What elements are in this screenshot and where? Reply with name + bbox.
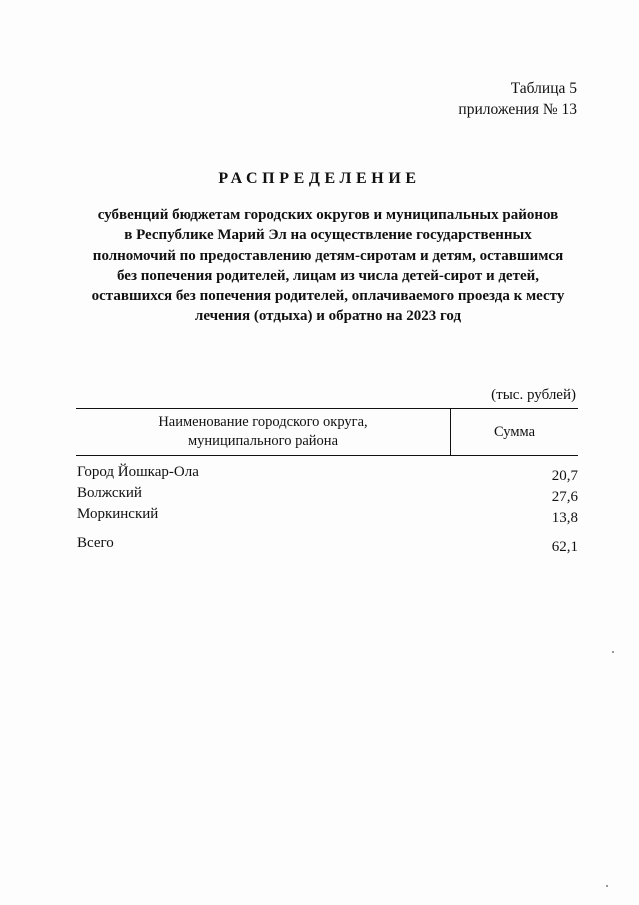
column-header-name-line: Наименование городского округа, <box>158 414 368 430</box>
scan-speck <box>612 651 614 653</box>
subtitle-line: субвенций бюджетам городских округов и муниципальных районов <box>97 207 559 223</box>
total-value: 62,1 <box>551 539 578 555</box>
document-title: РАСПРЕДЕЛЕНИЕ <box>218 170 421 187</box>
document-subtitle <box>78 205 578 327</box>
row-value: 13,8 <box>551 510 578 526</box>
table-row <box>76 462 578 483</box>
column-header-name-line: муниципального района <box>188 433 338 449</box>
table-header <box>76 408 578 456</box>
subtitle-line: в Республике Марий Эл на осуществление государственных <box>124 227 532 244</box>
column-header-sum: Сумма <box>493 424 536 440</box>
row-value: 20,7 <box>551 468 578 484</box>
table-body <box>76 462 578 554</box>
row-name: Волжский <box>77 485 142 501</box>
table-total-row <box>76 533 578 554</box>
table-number: Таблица 5 <box>510 80 577 97</box>
total-label: Всего <box>77 535 114 551</box>
distribution-table <box>76 408 578 555</box>
table-row <box>76 483 578 504</box>
subtitle-line: без попечения родителей, лицам из числа детей-сирот и детей, <box>117 267 539 284</box>
scan-speck <box>606 885 608 887</box>
row-value: 27,6 <box>551 489 578 505</box>
subtitle-line: оставшихся без попечения родителей, оплачиваемого проезда к месту <box>91 288 565 305</box>
appendix-number: приложения № 13 <box>458 101 577 118</box>
table-row <box>76 504 578 525</box>
row-name: Город Йошкар-Ола <box>77 464 199 480</box>
units-label: (тыс. рублей) <box>491 387 576 403</box>
row-name: Моркинский <box>77 506 159 522</box>
subtitle-line: лечения (отдыха) и обратно на 2023 год <box>194 308 462 325</box>
subtitle-line: полномочий по предоставлению детям-сиротам и детям, оставшимся <box>92 247 564 264</box>
table-reference <box>458 78 577 120</box>
column-header-name <box>76 409 451 455</box>
